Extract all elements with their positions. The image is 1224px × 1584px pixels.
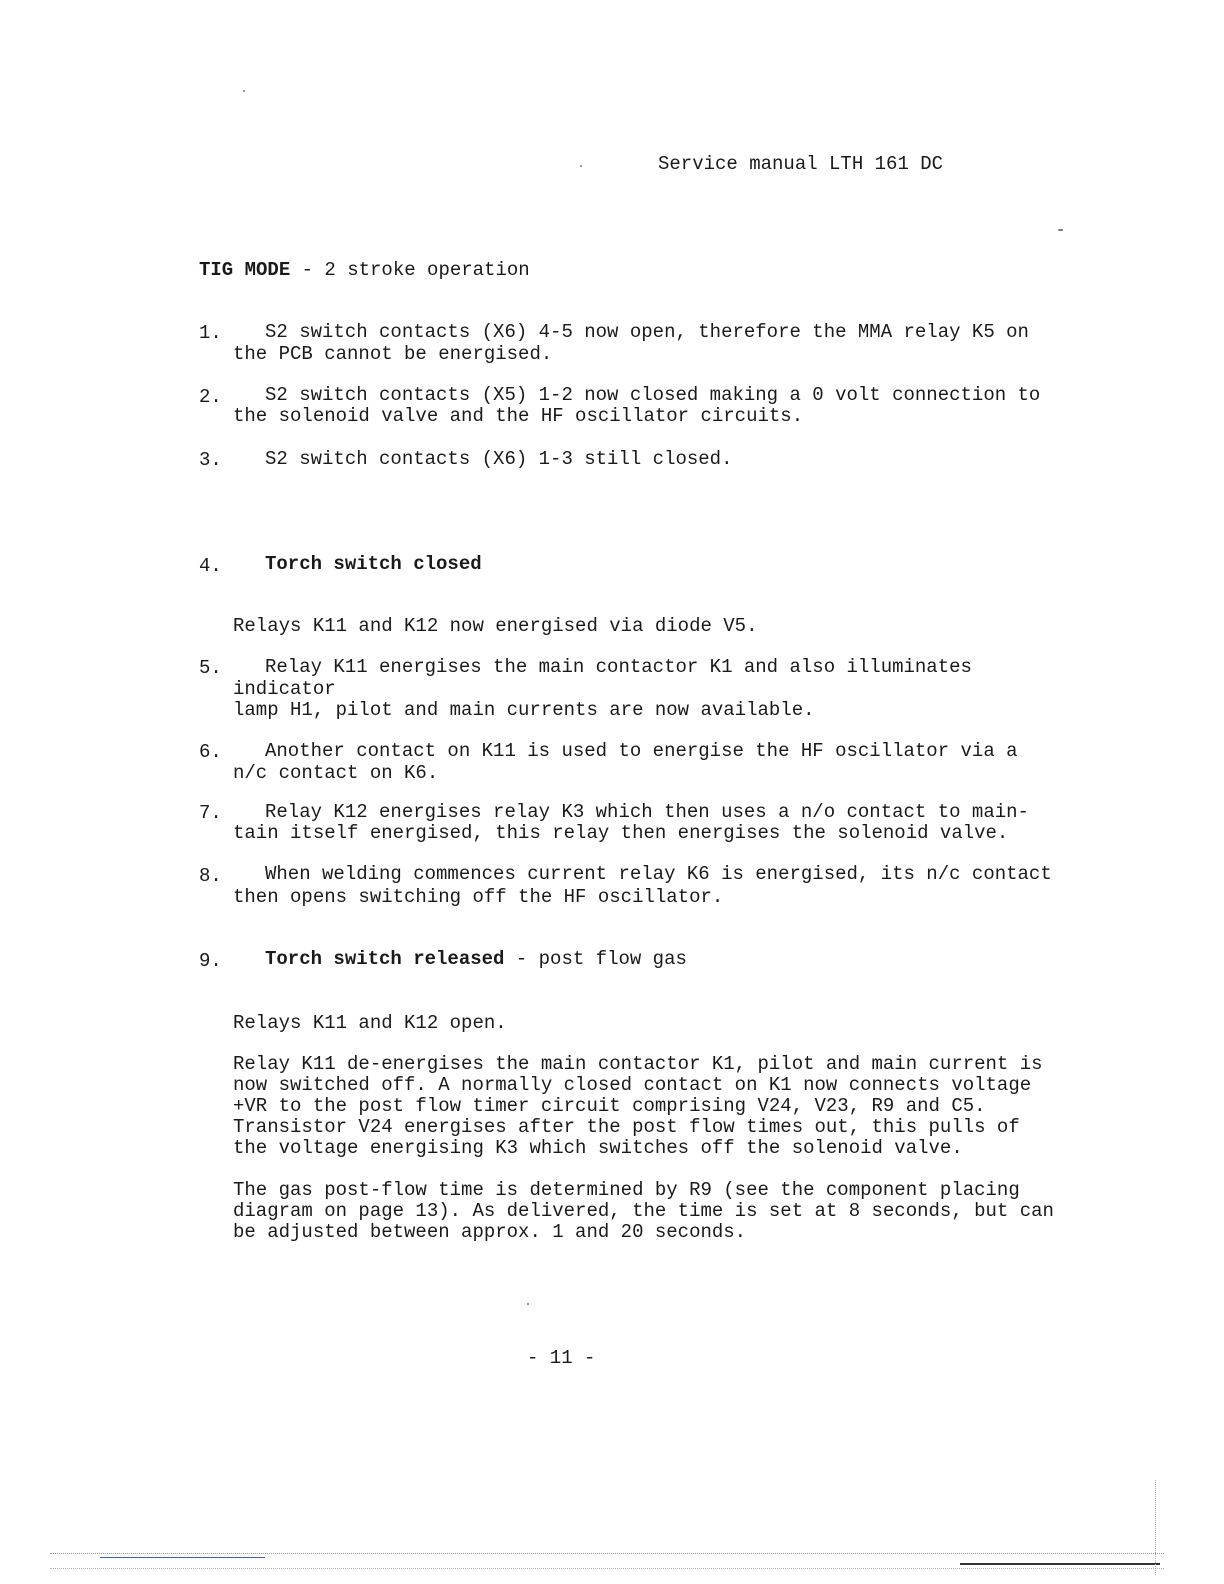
item-line: S2 switch contacts (X6) 1-3 still closed. xyxy=(265,448,733,470)
item-number: 6. xyxy=(199,741,222,763)
section-title xyxy=(199,260,530,281)
item-line: Relay K12 energises relay K3 which then uses a n/o contact to main- xyxy=(265,801,1029,823)
scan-speck xyxy=(527,1303,529,1305)
paragraph-line: now switched off. A normally closed contact on K1 now connects voltage xyxy=(233,1074,1032,1096)
item-line: indicator xyxy=(233,678,336,700)
item-line: then opens switching off the HF oscillator. xyxy=(233,886,724,908)
item-line: S2 switch contacts (X5) 1-2 now closed making a 0 volt connection to xyxy=(265,384,1041,406)
scan-edge-line xyxy=(960,1563,1160,1565)
item-text: Relays K11 and K12 open. xyxy=(233,1012,507,1034)
item-line: the solenoid valve and the HF oscillator circuits. xyxy=(233,405,804,427)
paragraph-line: be adjusted between approx. 1 and 20 seconds. xyxy=(233,1221,747,1243)
paragraph-line: Relay K11 de-energises the main contactor K1, pilot and main current is xyxy=(233,1053,1043,1075)
scan-speck xyxy=(243,90,245,92)
item-line: n/c contact on K6. xyxy=(233,762,439,784)
paragraph-line: the voltage energising K3 which switches off the solenoid valve. xyxy=(233,1137,963,1159)
item-line: Another contact on K11 is used to energise the HF oscillator via a xyxy=(265,740,1018,762)
scan-edge-noise xyxy=(1155,1480,1157,1575)
item-number: 2. xyxy=(199,386,222,408)
item-heading: Torch switch closed xyxy=(265,553,482,575)
scan-speck xyxy=(580,165,582,167)
item-number: 8. xyxy=(199,865,222,887)
item-line: the PCB cannot be energised. xyxy=(233,343,553,365)
paragraph-line: The gas post-flow time is determined by R9 (see the component placing xyxy=(233,1179,1020,1201)
scan-speck xyxy=(1058,229,1063,231)
item-text: Relays K11 and K12 now energised via diode V5. xyxy=(233,615,758,637)
paragraph-line: Transistor V24 energises after the post flow times out, this pulls of xyxy=(233,1116,1020,1138)
paragraph-line: +VR to the post flow timer circuit comprising V24, V23, R9 and C5. xyxy=(233,1095,986,1117)
item-line: When welding commences current relay K6 is energised, its n/c contact xyxy=(265,863,1052,885)
item-line: tain itself energised, this relay then energises the solenoid valve. xyxy=(233,822,1009,844)
item-number: 4. xyxy=(199,555,222,577)
paragraph-line: diagram on page 13). As delivered, the time is set at 8 seconds, but can xyxy=(233,1200,1054,1222)
scan-edge-noise xyxy=(50,1553,1164,1569)
item-number: 5. xyxy=(199,657,222,679)
scan-edge-line xyxy=(100,1557,265,1558)
section-title-rest: - 2 stroke operation xyxy=(290,259,530,281)
item-number: 1. xyxy=(199,322,222,344)
item-heading-rest: - post flow gas xyxy=(504,948,687,970)
item-number: 9. xyxy=(199,950,222,972)
item-line: lamp H1, pilot and main currents are now available. xyxy=(233,699,815,721)
item-heading-bold: Torch switch released xyxy=(265,948,505,970)
section-title-bold: TIG MODE xyxy=(199,259,291,281)
item-heading xyxy=(265,949,687,970)
page-number: - 11 - xyxy=(527,1347,596,1369)
item-line: S2 switch contacts (X6) 4-5 now open, therefore the MMA relay K5 on xyxy=(265,321,1029,343)
item-number: 3. xyxy=(199,449,222,471)
item-number: 7. xyxy=(199,802,222,824)
running-header: Service manual LTH 161 DC xyxy=(658,153,944,175)
item-line: Relay K11 energises the main contactor K1 and also illuminates xyxy=(265,656,972,678)
